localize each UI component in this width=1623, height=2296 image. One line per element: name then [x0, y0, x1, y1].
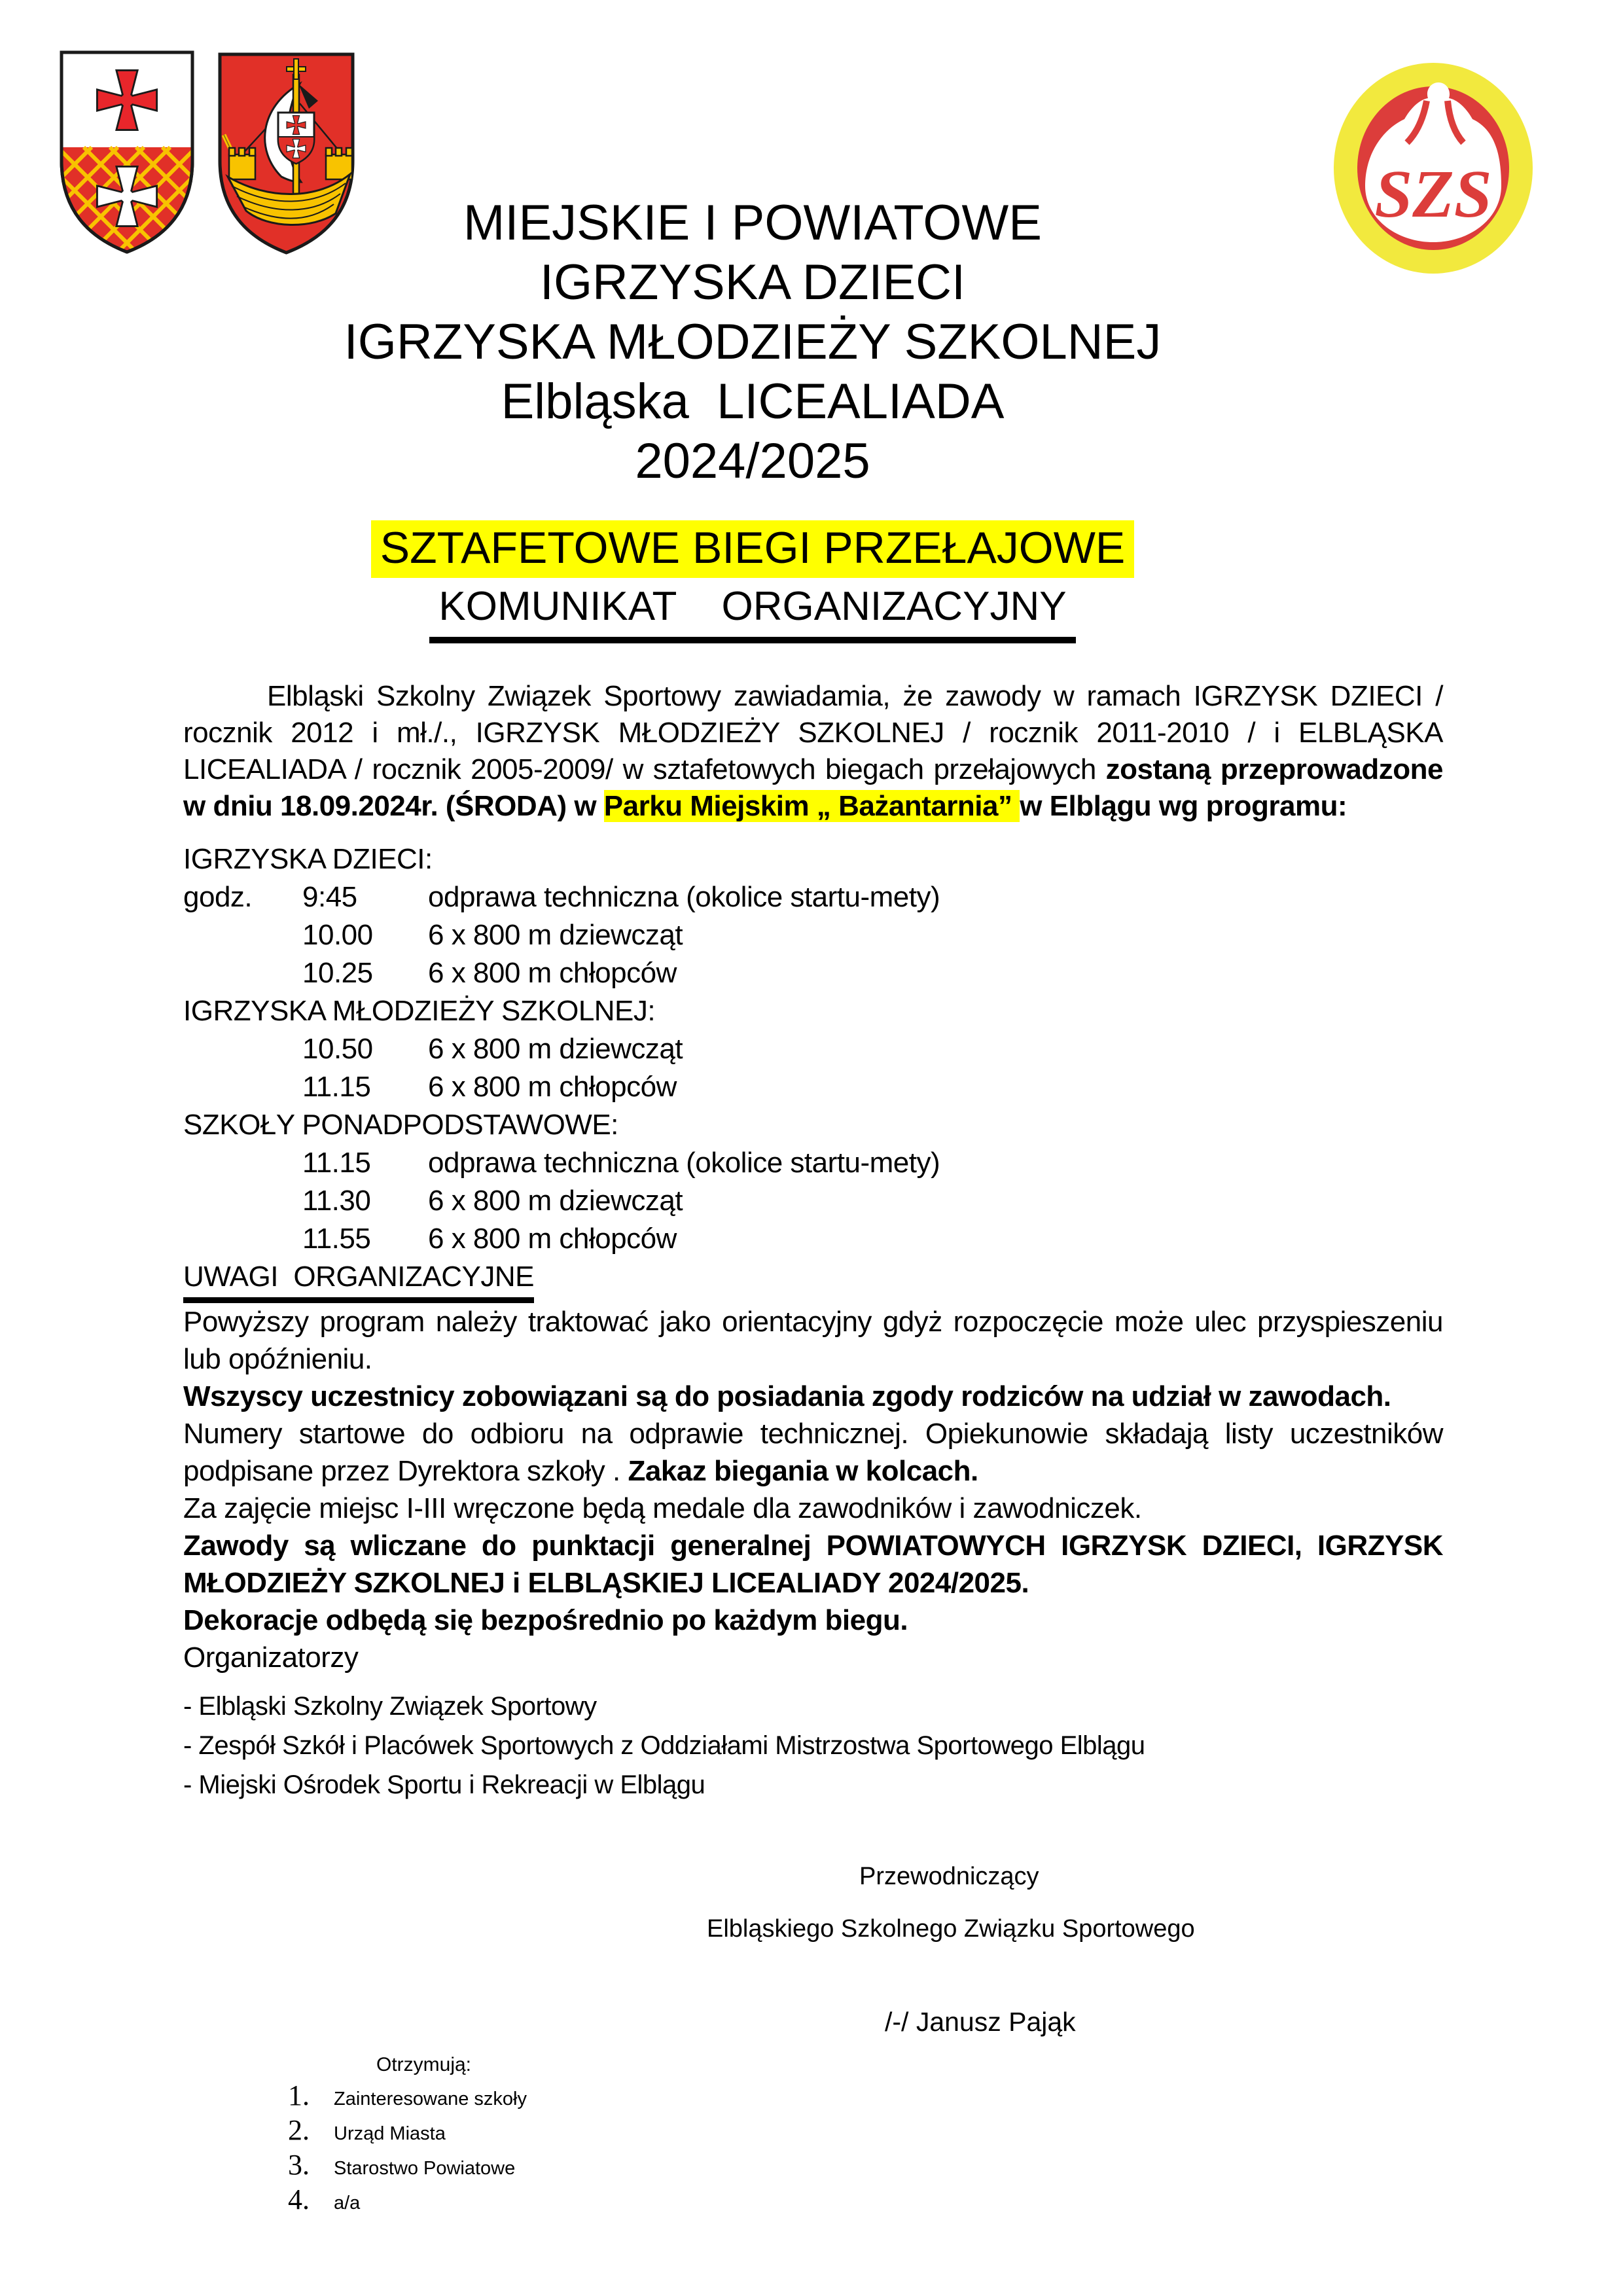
note-paragraph-numbers — [183, 1415, 1443, 1490]
schedule-row-label — [183, 1030, 302, 1068]
schedule-row — [183, 1068, 1443, 1106]
title-line-5: 2024/2025 — [635, 433, 870, 489]
schedule-row-event: odprawa techniczna (okolice startu-mety) — [428, 1147, 940, 1179]
title-line-3: IGRZYSKA MŁODZIEŻY SZKOLNEJ — [344, 314, 1162, 370]
distribution-item-label: Starostwo Powiatowe — [334, 2158, 516, 2179]
schedule-row-label — [183, 1144, 302, 1182]
document-title — [0, 193, 1505, 491]
subtitle-highlighted: SZTAFETOWE BIEGI PRZEŁAJOWE — [371, 520, 1135, 578]
note-paragraph-points: Zawody są wliczane do punktacji generalnej POWIATOWYCH IGRZYSK DZIECI, IGRZYSK MŁODZIEŻY SZKOLNEJ i ELBLĄSKIEJ LICEALIADY 2024/2025. — [183, 1530, 1443, 1599]
schedule-section-heading-3: SZKOŁY PONADPODSTAWOWE: — [183, 1109, 618, 1141]
organizer-item: - Elbląski Szkolny Związek Sportowy — [183, 1692, 597, 1721]
organizer-item: - Miejski Ośrodek Sportu i Rekreacji w Elblągu — [183, 1770, 705, 1799]
distribution-heading: Otrzymują: — [376, 2054, 472, 2075]
subtitle — [0, 520, 1505, 643]
note-paragraph-decorations: Dekoracje odbędą się bezpośrednio po każdym biegu. — [183, 1604, 908, 1636]
organizer-item: - Zespół Szkół i Placówek Sportowych z Oddziałami Mistrzostwa Sportowego Elblągu — [183, 1731, 1145, 1760]
notes-heading-line — [183, 1258, 1443, 1303]
title-line-1: MIEJSKIE I POWIATOWE — [463, 195, 1042, 251]
szs-logo-text: SZS — [1374, 156, 1492, 232]
schedule-row — [183, 1030, 1443, 1068]
distribution-item-label: Zainteresowane szkoły — [334, 2089, 527, 2109]
distribution-item-number: 3. — [288, 2149, 310, 2181]
schedule-row-time: 11.30 — [302, 1185, 371, 1217]
distribution-item — [288, 2183, 527, 2217]
distribution-list — [288, 2079, 527, 2217]
distribution-item — [288, 2113, 527, 2148]
schedule-row-label — [183, 916, 302, 954]
schedule-section-heading-2: IGRZYSKA MŁODZIEŻY SZKOLNEJ: — [183, 995, 656, 1027]
schedule-row-event: odprawa techniczna (okolice startu-mety) — [428, 881, 940, 913]
note-numbers-regular: Numery startowe do odbioru na odprawie technicznej. Opiekunowie składają listy uczestników podpisane przez Dyrektora szkoły . — [183, 1418, 1443, 1487]
distribution-item — [288, 2148, 527, 2183]
intro-run-bold-tail: w Elblągu wg programu: — [1020, 790, 1347, 822]
schedule-row-label — [183, 1220, 302, 1258]
schedule-section-heading-1: IGRZYSKA DZIECI: — [183, 843, 433, 875]
schedule-row-event: 6 x 800 m chłopców — [428, 1223, 677, 1255]
note-numbers-bold: Zakaz biegania w kolcach. — [628, 1455, 978, 1487]
schedule-row-time: 11.15 — [302, 1071, 371, 1103]
title-line-2: IGRZYSKA DZIECI — [539, 255, 966, 310]
schedule-row-time: 11.55 — [302, 1223, 371, 1255]
document-body — [183, 678, 1443, 1804]
schedule-row — [183, 878, 1443, 916]
schedule-row-time: 10.00 — [302, 919, 373, 951]
schedule-row-time: 10.50 — [302, 1033, 373, 1065]
schedule-row — [183, 916, 1443, 954]
schedule-row-label — [183, 1068, 302, 1106]
schedule — [183, 840, 1443, 1258]
intro-run-bold: zostaną przeprowadzone w dniu 18.09.2024r. (ŚRODA) w — [183, 753, 1444, 822]
organizers-list — [183, 1687, 1443, 1804]
schedule-row — [183, 1220, 1443, 1258]
schedule-row-event: 6 x 800 m chłopców — [428, 957, 677, 989]
schedule-row-event: 6 x 800 m dziewcząt — [428, 919, 683, 951]
intro-run-regular: Elbląski Szkolny Związek Sportowy zawiadamia, że zawody w ramach IGRZYSK DZIECI / rocznik 2012 i mł./., IGRZYSK MŁODZIEŻY SZKOLNEJ / rocznik 2011-2010 / i ELBLĄSKA LICEALIADA / rocznik 2005-2009/ w sztafetowych biegach przełajowych — [183, 680, 1443, 785]
distribution-item — [288, 2079, 527, 2113]
distribution-item-number: 4. — [288, 2183, 310, 2215]
signature-name: /-/ Janusz Pająk — [885, 2007, 1076, 2037]
schedule-row-time: 11.15 — [302, 1147, 371, 1179]
organizers-heading: Organizatorzy — [183, 1641, 359, 1674]
schedule-row-time: 10.25 — [302, 957, 373, 989]
schedule-row-event: 6 x 800 m dziewcząt — [428, 1185, 683, 1217]
schedule-row — [183, 1144, 1443, 1182]
schedule-row-label: godz. — [183, 881, 253, 913]
schedule-row-event: 6 x 800 m dziewcząt — [428, 1033, 683, 1065]
schedule-row-label — [183, 1182, 302, 1220]
title-line-4: Elbląska LICEALIADA — [501, 374, 1005, 429]
schedule-row-event: 6 x 800 m chłopców — [428, 1071, 677, 1103]
subtitle-komunikat: KOMUNIKAT ORGANIZACYJNY — [429, 583, 1075, 643]
signature-role-title: Przewodniczący — [859, 1863, 1039, 1890]
distribution-item-number: 2. — [288, 2114, 310, 2146]
signature-organization: Elbląskiego Szkolnego Związku Sportowego — [707, 1915, 1195, 1943]
schedule-row — [183, 954, 1443, 992]
schedule-row-label — [183, 954, 302, 992]
notes-heading: UWAGI ORGANIZACYJNE — [183, 1258, 534, 1303]
note-paragraph-consent: Wszyscy uczestnicy zobowiązani są do posiadania zgody rodziców na udział w zawodach. — [183, 1380, 1391, 1412]
intro-paragraph — [183, 678, 1443, 825]
schedule-row-time: 9:45 — [302, 881, 357, 913]
note-paragraph-program: Powyższy program należy traktować jako orientacyjny gdyż rozpoczęcie może ulec przyspieszeniu lub opóźnieniu. — [183, 1306, 1443, 1375]
distribution-item-label: a/a — [334, 2193, 361, 2214]
note-paragraph-medals: Za zajęcie miejsc I-III wręczone będą medale dla zawodników i zawodniczek. — [183, 1492, 1142, 1524]
schedule-row — [183, 1182, 1443, 1220]
distribution-item-number: 1. — [288, 2079, 310, 2111]
distribution-item-label: Urząd Miasta — [334, 2123, 446, 2144]
intro-run-highlighted: Parku Miejskim „ Bażantarnia” — [603, 790, 1020, 822]
